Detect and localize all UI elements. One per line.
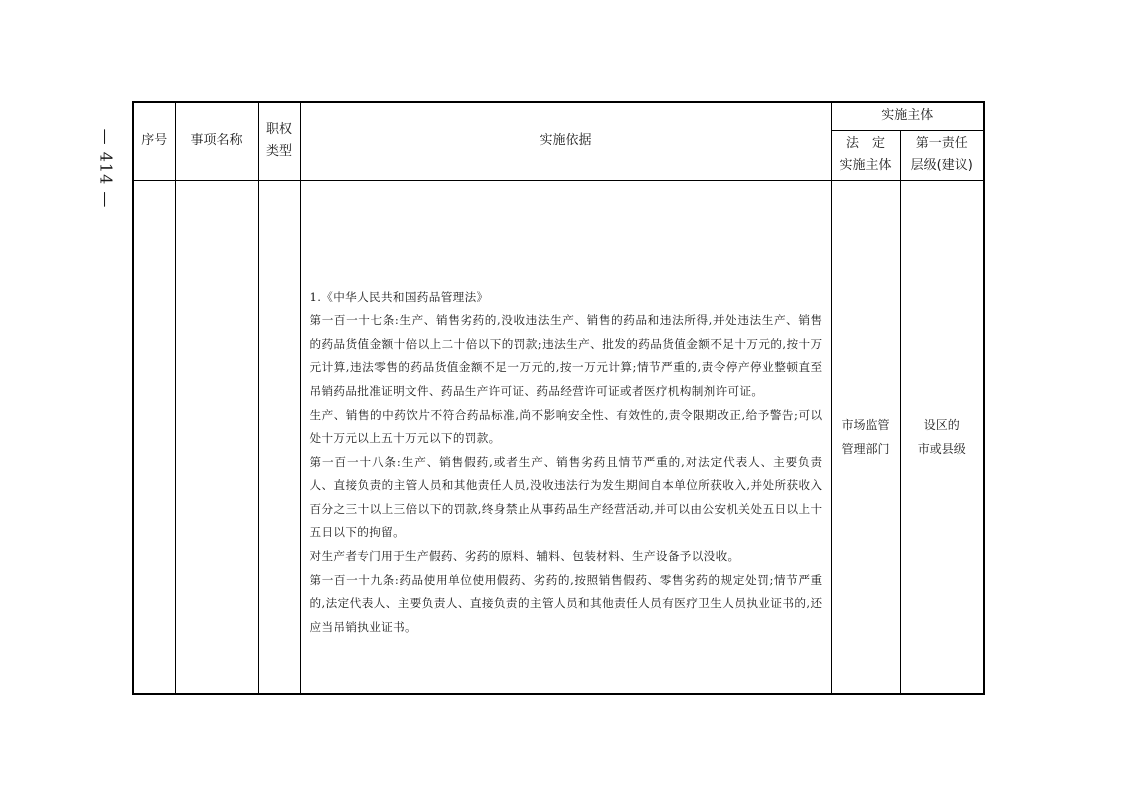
legal-subject-line1: 市场监管 (841, 417, 890, 432)
page-number (88, 118, 124, 218)
header-row-1 (133, 102, 984, 130)
header-legal-subject (831, 130, 900, 180)
table-row (133, 180, 984, 694)
page-number-text: — 414 — (96, 128, 116, 208)
basis-paragraph: 第一百一十七条:生产、销售劣药的,没收违法生产、销售的药品和违法所得,并处违法生产、销售的药品货值金额十倍以上二十倍以下的罚款;违法生产、批发的药品货值金额不足十万元的,按十万元计算,违法零售的药品货值金额不足一万元的,按一万元计算;情节严重的,责令停产停业整顿直至吊销药品批准证明文件、药品生产许可证、药品经营许可证或者医疗机构制剂许可证。 (309, 313, 823, 398)
basis-paragraph: 第一百一十九条:药品使用单位使用假药、劣药的,按照销售假药、零售劣药的规定处罚;情节严重的,法定代表人、主要负责人、直接负责的主管人员和其他责任人员有医疗卫生人员执业证书的,还应当吊销执业证书。 (309, 572, 823, 634)
header-first-level-line1: 第一责任 (915, 136, 968, 151)
cell-first-level (900, 180, 984, 694)
header-item-name: 事项名称 (175, 102, 258, 180)
cell-basis (300, 180, 831, 694)
header-power-type-line1: 职权 (265, 122, 292, 138)
header-basis: 实施依据 (300, 102, 831, 180)
basis-paragraph: 第一百一十八条:生产、销售假药,或者生产、销售劣药且情节严重的,对法定代表人、主要负责人、直接负责的主管人员和其他责任人员,没收违法行为发生期间自本单位所获收入,并处所获收入百分之三十以上三倍以下的罚款,终身禁止从事药品生产经营活动,并可以由公安机关处五日以上十五日以下的拘留。 (309, 454, 823, 540)
header-first-level (900, 130, 984, 180)
basis-paragraph: 对生产者专门用于生产假药、劣药的原料、辅料、包装材料、生产设备予以没收。 (309, 549, 740, 564)
basis-paragraph: 生产、销售的中药饮片不符合药品标准,尚不影响安全性、有效性的,责令限期改正,给予警告;可以处十万元以上五十万元以下的罚款。 (309, 407, 823, 446)
basis-text-block (310, 234, 823, 640)
header-seq: 序号 (133, 102, 175, 180)
cell-power-type (258, 180, 300, 694)
legal-subject-line2: 管理部门 (841, 441, 890, 456)
basis-paragraph: 1.《中华人民共和国药品管理法》 (309, 289, 489, 304)
header-power-type-line2: 类型 (265, 144, 292, 160)
header-legal-subject-line1: 法 定 (845, 136, 885, 151)
header-power-type (258, 102, 300, 180)
header-first-level-line2: 层级(建议) (910, 158, 973, 173)
header-legal-subject-line2: 实施主体 (839, 158, 892, 173)
first-level-line1: 设区的 (923, 417, 960, 432)
cell-item-name (175, 180, 258, 694)
implementation-table (132, 101, 985, 695)
first-level-line2: 市或县级 (917, 441, 966, 456)
header-subject-group: 实施主体 (831, 102, 984, 130)
cell-seq (133, 180, 175, 694)
cell-legal-subject (831, 180, 900, 694)
